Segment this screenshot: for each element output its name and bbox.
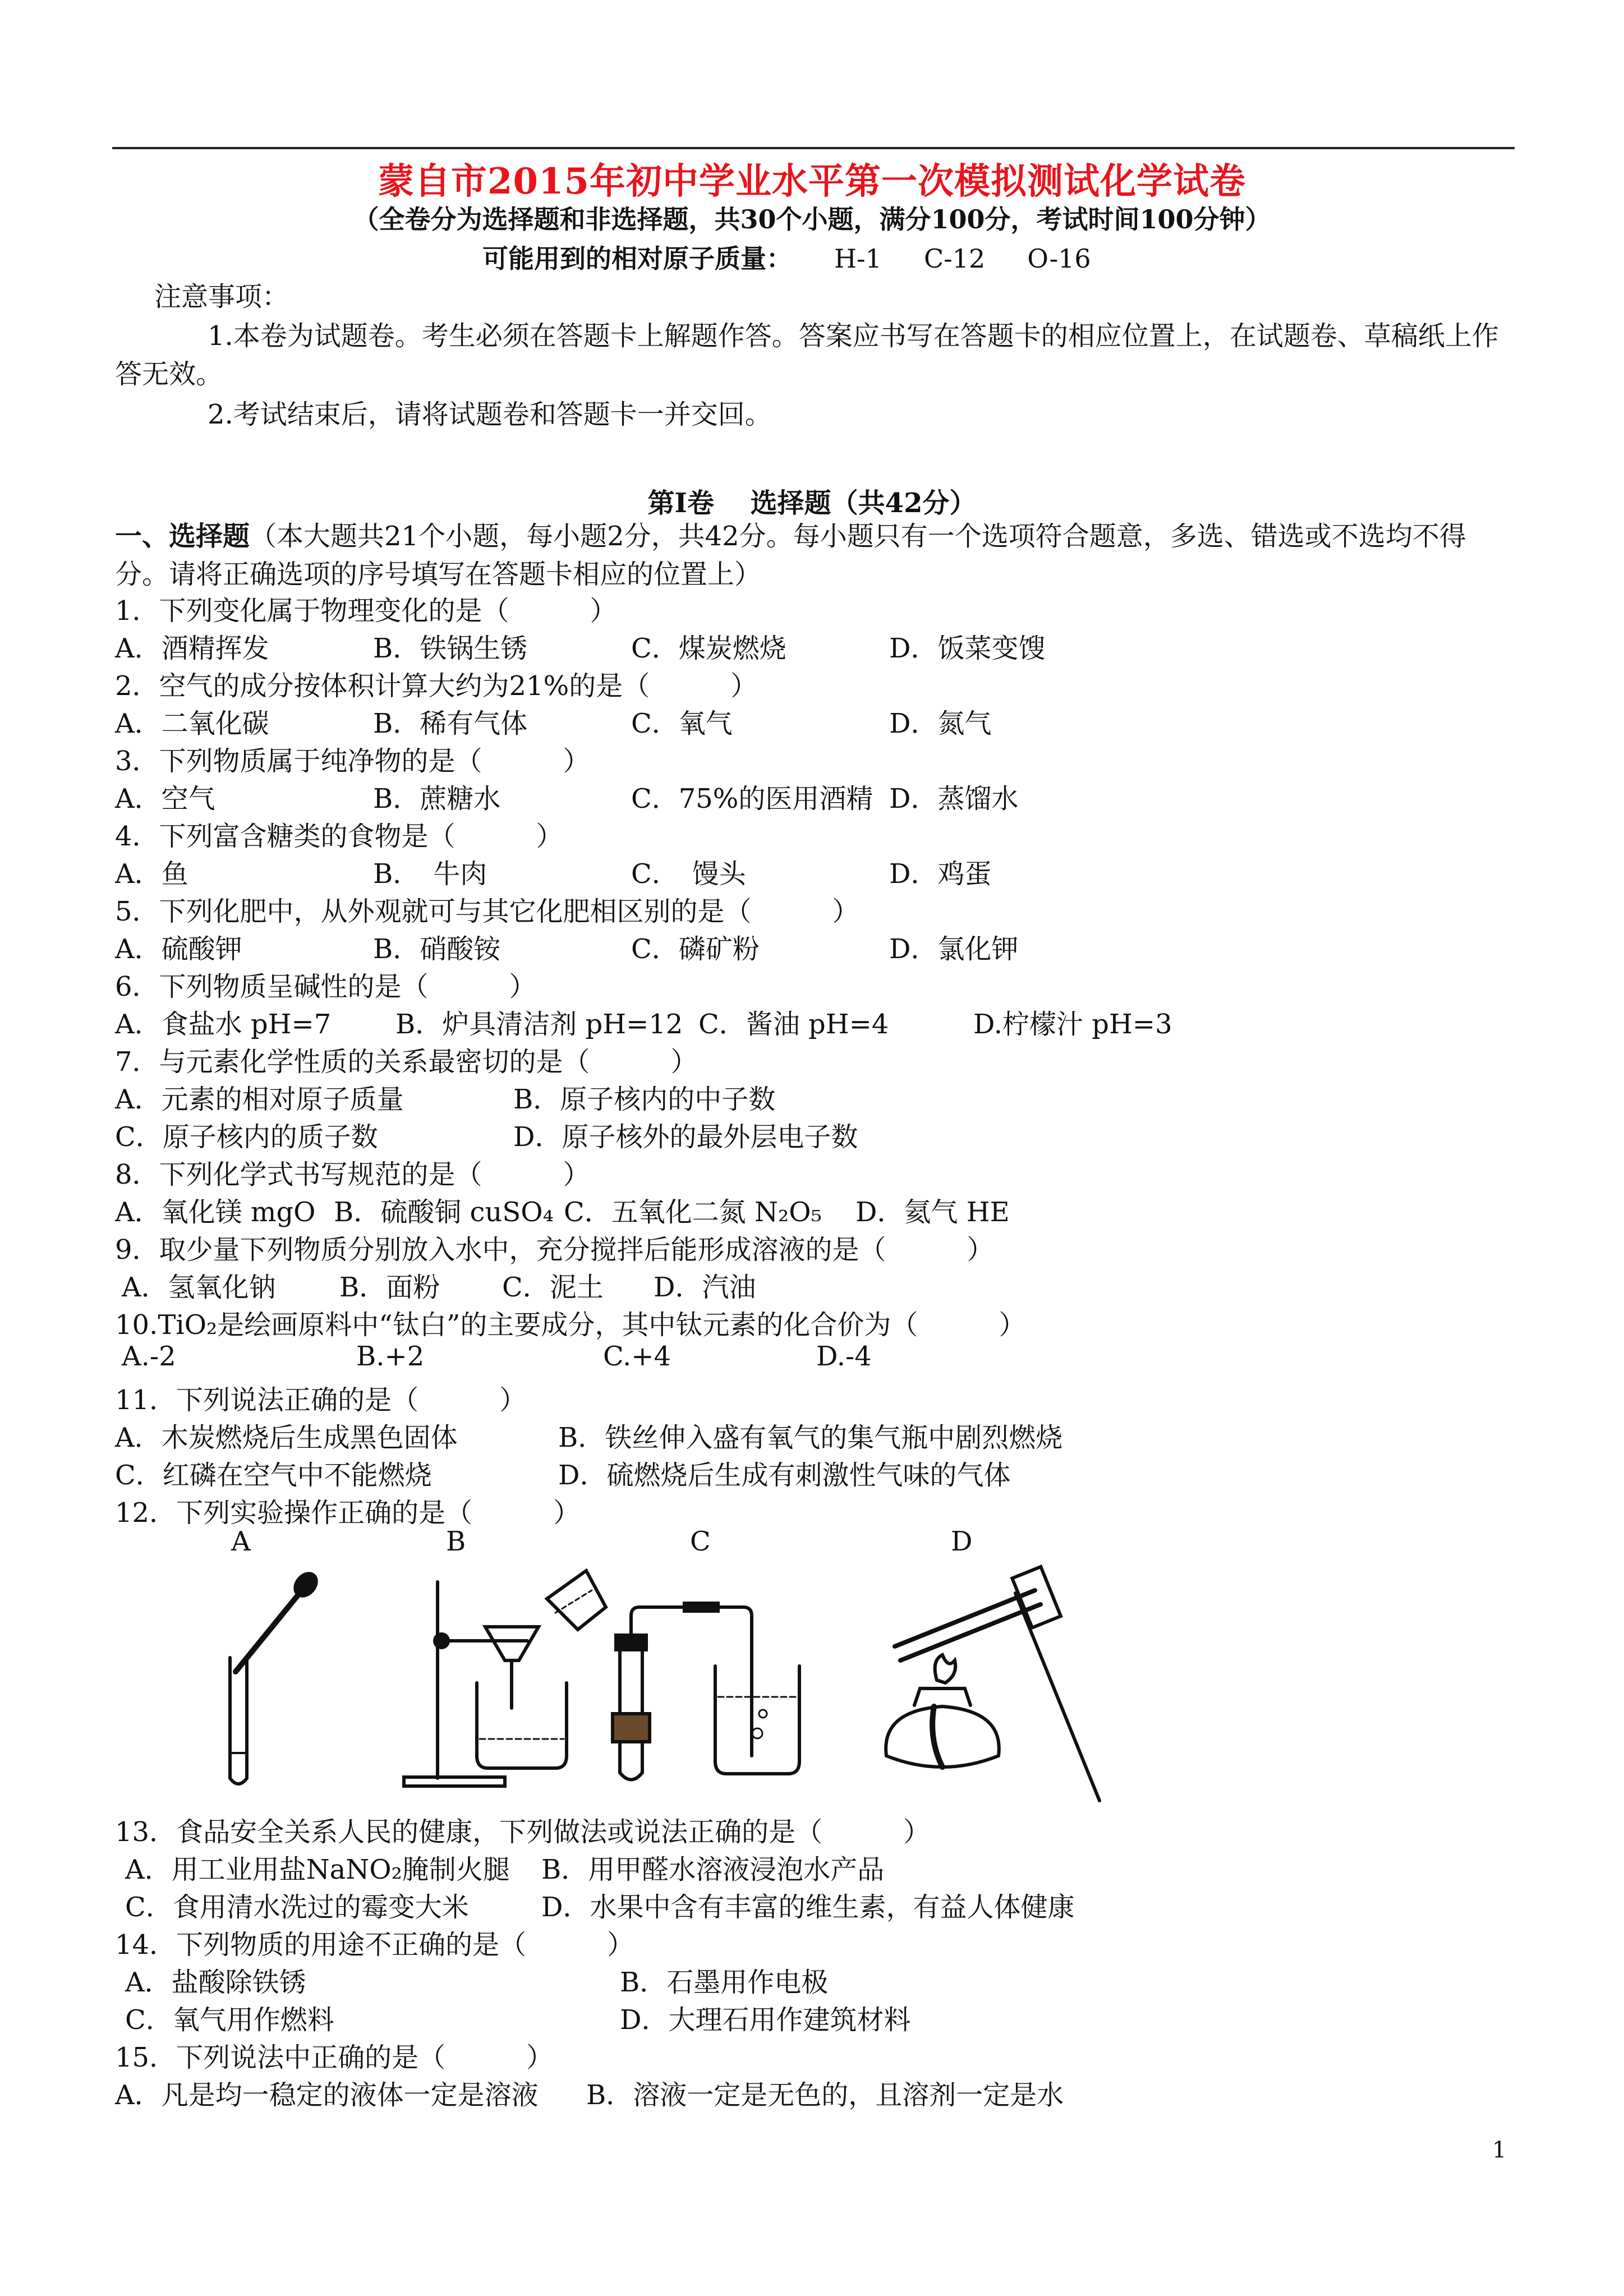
filtration-setup-drawing: [404, 1571, 606, 1786]
question-13-option-c: C．食用清水洗过的霉变大米: [125, 1892, 469, 1923]
question-2-option-b: B．稀有气体: [373, 708, 528, 739]
question-10-option-d: D.-4: [816, 1341, 872, 1372]
question-3-option-b: B．蔗糖水: [373, 783, 501, 815]
question-stem-3: 3．下列物质属于纯净物的是（ ）: [115, 746, 590, 777]
question-11-option-d: D．硫燃烧后生成有刺激性气味的气体: [558, 1460, 1011, 1491]
question-9-option-c: C．泥土: [502, 1272, 604, 1303]
question-8-option-d: D．氦气 HE: [855, 1197, 1010, 1228]
figure-label-b: B: [446, 1526, 466, 1557]
question-1-option-b: B．铁锅生锈: [373, 633, 528, 664]
question-8-option-a: A．氧化镁 mgO: [115, 1197, 316, 1228]
question-5-option-c: C．磷矿粉: [631, 933, 760, 965]
gas-test-setup-drawing: [613, 1603, 799, 1780]
question-3-option-d: D．蒸馏水: [889, 783, 1019, 815]
question-4-option-b: B． 牛肉: [373, 858, 487, 890]
question-stem-10: 10.TiO₂是绘画原料中“钛白”的主要成分，其中钛元素的化合价为（ ）: [115, 1309, 1026, 1341]
page-number: 1: [1492, 2137, 1507, 2163]
dropper-in-test-tube-drawing: [230, 1570, 320, 1784]
question-stem-5: 5．下列化肥中，从外观就可与其它化肥相区别的是（ ）: [115, 896, 859, 927]
atomic-mass-h: H-1: [834, 243, 882, 274]
atomic-masses: [482, 238, 1091, 275]
section-heading: 第Ⅰ卷 选择题（共42分）: [647, 487, 977, 519]
question-13-option-a: A．用工业用盐NaNO₂腌制火腿: [125, 1854, 510, 1885]
question-9-option-b: B．面粉: [339, 1272, 440, 1303]
question-5-option-b: B．硝酸铵: [373, 933, 501, 965]
question-10-option-c: C.+4: [603, 1341, 671, 1372]
question-6-option-d: D.柠檬汁 pH=3: [973, 1009, 1172, 1040]
question-stem-9: 9．取少量下列物质分别放入水中，充分搅拌后能形成溶液的是（ ）: [115, 1234, 994, 1266]
question-8-option-b: B．硫酸铜 cuSO₄: [334, 1197, 554, 1228]
question-14-option-c: C．氧气用作燃料: [125, 2004, 334, 2036]
part-label: 一、选择题: [115, 521, 250, 552]
question-15-option-b: B．溶液一定是无色的，且溶剂一定是水: [586, 2079, 1064, 2111]
exam-subtitle: （全卷分为选择题和非选择题，共30个小题，满分100分，考试时间100分钟）: [353, 204, 1271, 234]
question-7-option-b: B．原子核内的中子数: [513, 1084, 776, 1115]
figure-label-c: C: [690, 1526, 711, 1557]
question-13-option-b: B．用甲醛水溶液浸泡水产品: [541, 1854, 885, 1885]
question-stem-1: 1．下列变化属于物理变化的是（ ）: [115, 595, 617, 627]
question-stem-2: 2．空气的成分按体积计算大约为21%的是（ ）: [115, 670, 758, 702]
top-rule: [112, 147, 1515, 149]
question-2-option-d: D．氮气: [889, 708, 992, 739]
question-stem-12: 12．下列实验操作正确的是（ ）: [115, 1497, 581, 1529]
question-10-option-b: B.+2: [356, 1341, 425, 1372]
question-1-option-c: C．煤炭燃烧: [631, 633, 786, 664]
question-7-option-c: C．原子核内的质子数: [115, 1121, 378, 1153]
figure-label-a: A: [231, 1526, 251, 1557]
atomic-mass-o: O-16: [1027, 243, 1091, 274]
question-stem-8: 8．下列化学式书写规范的是（ ）: [115, 1159, 590, 1190]
question-8-option-c: C．五氧化二氮 N₂O₅: [564, 1197, 822, 1228]
question-11-option-c: C．红磷在空气中不能燃烧: [115, 1460, 432, 1491]
question-4-option-a: A．鱼: [115, 858, 188, 890]
figure-label-d: D: [951, 1526, 973, 1557]
question-3-option-c: C．75%的医用酒精: [631, 783, 873, 815]
question-6-option-b: B．炉具清洁剂 pH=12: [395, 1009, 683, 1040]
question-stem-7: 7．与元素化学性质的关系最密切的是（ ）: [115, 1046, 698, 1078]
question-stem-13: 13．食品安全关系人民的健康，下列做法或说法正确的是（ ）: [115, 1816, 931, 1848]
question-5-option-a: A．硫酸钾: [115, 933, 242, 965]
part-description: （本大题共21个小题，每小题2分，共42分。每小题只有一个选项符合题意，多选、错选或不选均不得分。请将正确选项的序号填写在答题卡相应的位置上）: [115, 521, 1466, 590]
question-14-option-a: A．盐酸除铁锈: [125, 1967, 306, 1998]
question-stem-15: 15．下列说法中正确的是（ ）: [115, 2042, 554, 2073]
notes-heading: 注意事项：: [154, 281, 289, 312]
atomic-mass-c: C-12: [923, 243, 986, 274]
question-7-option-d: D．原子核外的最外层电子数: [513, 1121, 858, 1153]
section-instructions: [115, 517, 1515, 593]
question-13-option-d: D．水果中含有丰富的维生素，有益人体健康: [541, 1892, 1075, 1923]
note-item-1: 1.本卷为试题卷。考生必须在答题卡上解题作答。答案应书写在答题卡的相应位置上，在试题卷、草稿纸上作答无效。: [115, 320, 1499, 390]
question-stem-4: 4．下列富含糖类的食物是（ ）: [115, 821, 563, 852]
heating-test-tube-drawing: [886, 1567, 1099, 1801]
atomic-masses-label: 可能用到的相对原子质量：: [482, 243, 792, 274]
question-1-option-a: A．酒精挥发: [115, 633, 269, 664]
question-7-option-a: A．元素的相对原子质量: [115, 1084, 404, 1115]
question-6-option-a: A．食盐水 pH=7: [115, 1009, 332, 1040]
exam-title: 蒙自市2015年初中学业水平第一次模拟测试化学试卷: [378, 160, 1246, 203]
question-9-option-d: D．汽油: [654, 1272, 756, 1303]
question-5-option-d: D．氯化钾: [889, 933, 1019, 965]
question-stem-14: 14．下列物质的用途不正确的是（ ）: [115, 1929, 634, 1961]
question-2-option-a: A．二氧化碳: [115, 708, 269, 739]
question-4-option-d: D．鸡蛋: [889, 858, 992, 890]
question-stem-6: 6．下列物质呈碱性的是（ ）: [115, 971, 536, 1002]
lab-apparatus-figure: [191, 1559, 1156, 1806]
question-14-option-d: D．大理石用作建筑材料: [620, 2004, 911, 2036]
note-item-2: 2.考试结束后，请将试题卷和答题卡一并交回。: [208, 399, 772, 430]
question-9-option-a: A．氢氧化钠: [122, 1272, 276, 1303]
question-2-option-c: C．氧气: [631, 708, 733, 739]
question-11-option-b: B．铁丝伸入盛有氧气的集气瓶中剧烈燃烧: [558, 1422, 1063, 1453]
question-15-option-a: A．凡是均一稳定的液体一定是溶液: [115, 2079, 539, 2111]
question-3-option-a: A．空气: [115, 783, 215, 815]
question-6-option-c: C．酱油 pH=4: [698, 1009, 889, 1040]
question-1-option-d: D．饭菜变馊: [889, 633, 1046, 664]
question-stem-11: 11．下列说法正确的是（ ）: [115, 1384, 527, 1416]
question-4-option-c: C． 馒头: [631, 858, 746, 890]
question-14-option-b: B．石墨用作电极: [620, 1967, 829, 1998]
question-10-option-a: A.-2: [122, 1341, 176, 1372]
question-11-option-a: A．木炭燃烧后生成黑色固体: [115, 1422, 458, 1453]
